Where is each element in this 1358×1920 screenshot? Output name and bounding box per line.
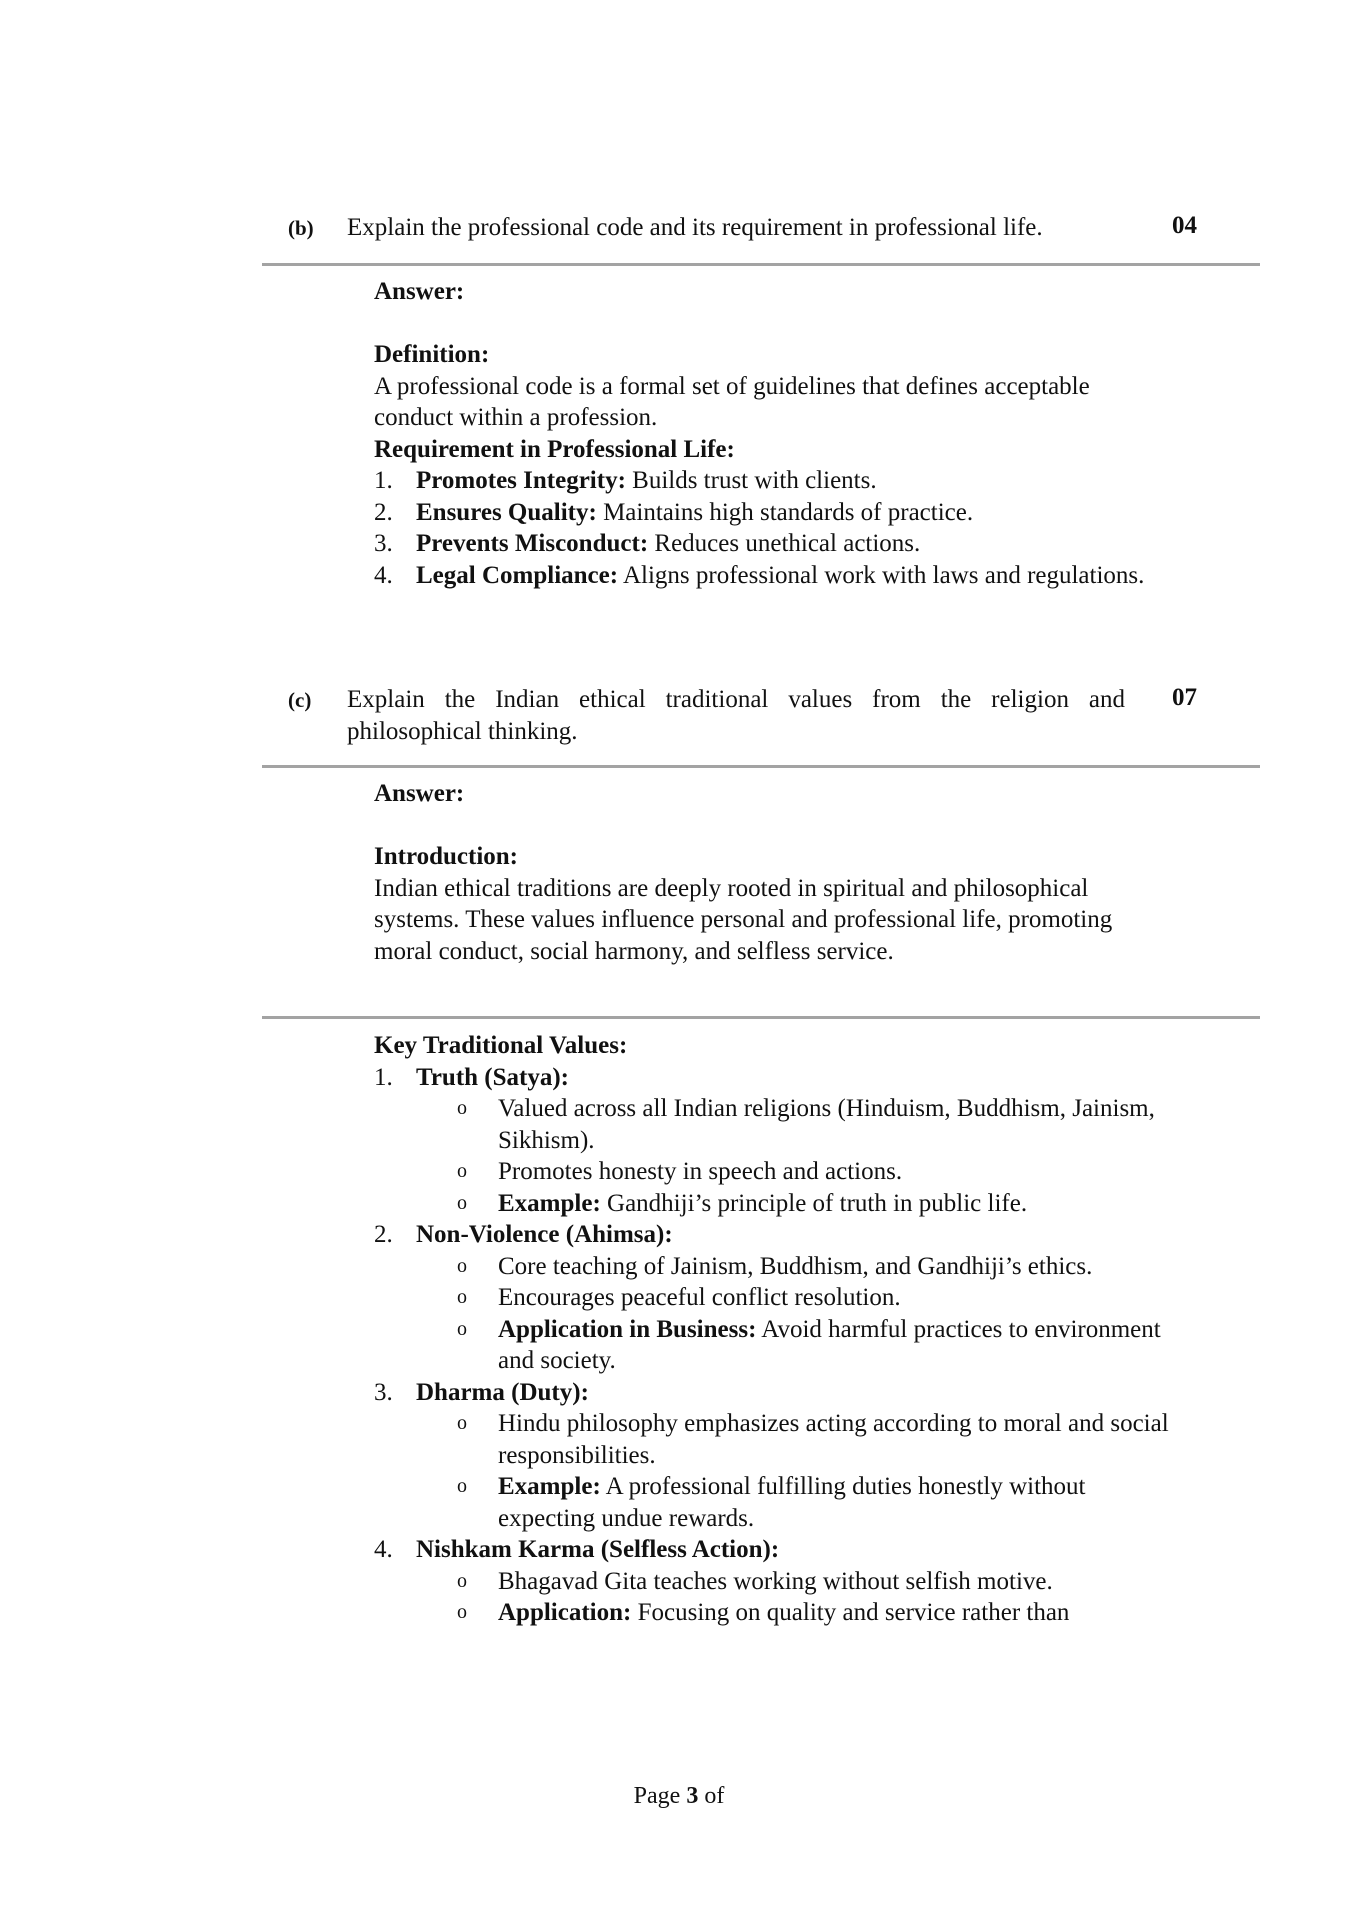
sub-point (374, 1314, 1174, 1377)
footer-suffix: of (698, 1783, 725, 1809)
introduction-text: Indian ethical traditions are deeply rooted in spiritual and philosophical systems. These values influence personal and professional life, promoting moral conduct, social harmony, and selfless service. (374, 874, 1113, 965)
list-item (374, 465, 1174, 497)
sub-point-term: Application in Business: (498, 1315, 757, 1343)
list-item (374, 497, 1174, 529)
value-number: 4. (374, 1536, 393, 1563)
value-number: 3. (374, 1378, 393, 1406)
page-footer (0, 1783, 1358, 1810)
list-description: Builds trust with clients. (625, 467, 877, 494)
sub-point-text: Core teaching of Jainism, Buddhism, and Gandhiji’s ethics. (498, 1252, 1093, 1280)
footer-prefix: Page (633, 1783, 687, 1809)
sub-point (374, 1093, 1174, 1156)
divider-rule (262, 263, 1260, 266)
sub-point (374, 1408, 1174, 1471)
question-c-marks: 07 (1172, 684, 1197, 711)
question-b-text: Explain the professional code and its requirement in professional life. (347, 214, 1043, 241)
sub-point (374, 1156, 1174, 1188)
list-item (374, 560, 1174, 592)
value-item (374, 1534, 1174, 1566)
question-b-marks: 04 (1172, 212, 1197, 239)
question-c-text: Explain the Indian ethical traditional values from the religion and philosophical thinking. (347, 686, 1125, 745)
value-title: Truth (Satya): (416, 1063, 570, 1091)
introduction-heading: Introduction: (374, 843, 519, 870)
list-number: 4. (374, 561, 393, 589)
list-term: Ensures Quality: (416, 498, 597, 526)
sub-point-text: A professional fulfilling duties honestly without expecting undue rewards. (498, 1473, 1086, 1532)
sub-point (374, 1251, 1174, 1283)
sub-point-term: Example: (498, 1189, 601, 1217)
key-values-heading: Key Traditional Values: (374, 1032, 628, 1059)
list-description: Maintains high standards of practice. (596, 498, 974, 526)
answer-b (374, 276, 1174, 591)
sub-point-text: Valued across all Indian religions (Hinduism, Buddhism, Jainism, Sikhism). (498, 1095, 1155, 1154)
bullet-icon: o (457, 1097, 467, 1119)
list-term: Prevents Misconduct: (416, 530, 649, 557)
bullet-icon: o (457, 1160, 467, 1182)
value-item (374, 1062, 1174, 1094)
bullet-icon: o (457, 1569, 467, 1592)
sub-point-text: Avoid harmful practices to environment and society. (498, 1315, 1161, 1374)
requirement-heading: Requirement in Professional Life: (374, 435, 735, 463)
bullet-icon: o (457, 1286, 467, 1308)
sub-point-text: Gandhiji’s principle of truth in public life. (600, 1189, 1028, 1217)
sub-point (374, 1282, 1174, 1314)
answer-heading: Answer: (374, 780, 465, 807)
sub-point-text: Hindu philosophy emphasizes acting according to moral and social responsibilities. (498, 1410, 1169, 1469)
sub-point (374, 1597, 1174, 1629)
bullet-icon: o (457, 1317, 467, 1340)
sub-point-term: Application: (498, 1599, 632, 1626)
sub-point-text: Bhagavad Gita teaches working without selfish motive. (498, 1567, 1053, 1595)
list-term: Promotes Integrity: (416, 467, 626, 494)
answer-c-intro (374, 778, 1174, 967)
definition-heading: Definition: (374, 341, 490, 368)
key-values-list (374, 1062, 1174, 1629)
definition-text: A professional code is a formal set of guidelines that defines acceptable conduct within a profession. (374, 372, 1090, 431)
question-b-label: (b) (288, 216, 314, 240)
bullet-icon: o (457, 1254, 467, 1277)
value-title: Dharma (Duty): (416, 1378, 589, 1406)
value-item (374, 1377, 1174, 1409)
answer-heading: Answer: (374, 278, 465, 305)
value-title: Non-Violence (Ahimsa): (416, 1221, 673, 1248)
sub-point-text: Promotes honesty in speech and actions. (498, 1158, 903, 1185)
sub-point (374, 1188, 1174, 1220)
value-number: 1. (374, 1063, 393, 1091)
list-number: 2. (374, 498, 393, 526)
list-term: Legal Compliance: (416, 561, 619, 589)
list-description: Aligns professional work with laws and regulations. (618, 561, 1145, 589)
list-item (374, 528, 1174, 560)
question-c-label: (c) (288, 688, 312, 712)
value-number: 2. (374, 1221, 393, 1248)
value-item (374, 1219, 1174, 1251)
list-description: Reduces unethical actions. (648, 530, 921, 557)
sub-point-text: Focusing on quality and service rather than (631, 1599, 1070, 1626)
sub-point (374, 1566, 1174, 1598)
sub-point (374, 1471, 1174, 1534)
divider-rule (262, 765, 1260, 768)
bullet-icon: o (457, 1475, 467, 1497)
value-title: Nishkam Karma (Selfless Action): (416, 1536, 780, 1563)
list-number: 3. (374, 530, 393, 557)
sub-point-term: Example: (498, 1473, 601, 1500)
bullet-icon: o (457, 1191, 467, 1214)
list-number: 1. (374, 467, 393, 494)
sub-point-text: Encourages peaceful conflict resolution. (498, 1284, 901, 1311)
answer-c-values (374, 1030, 1174, 1629)
requirement-list (374, 465, 1174, 591)
divider-rule (262, 1016, 1260, 1019)
page-number: 3 (686, 1783, 699, 1809)
bullet-icon: o (457, 1601, 467, 1623)
bullet-icon: o (457, 1412, 467, 1434)
